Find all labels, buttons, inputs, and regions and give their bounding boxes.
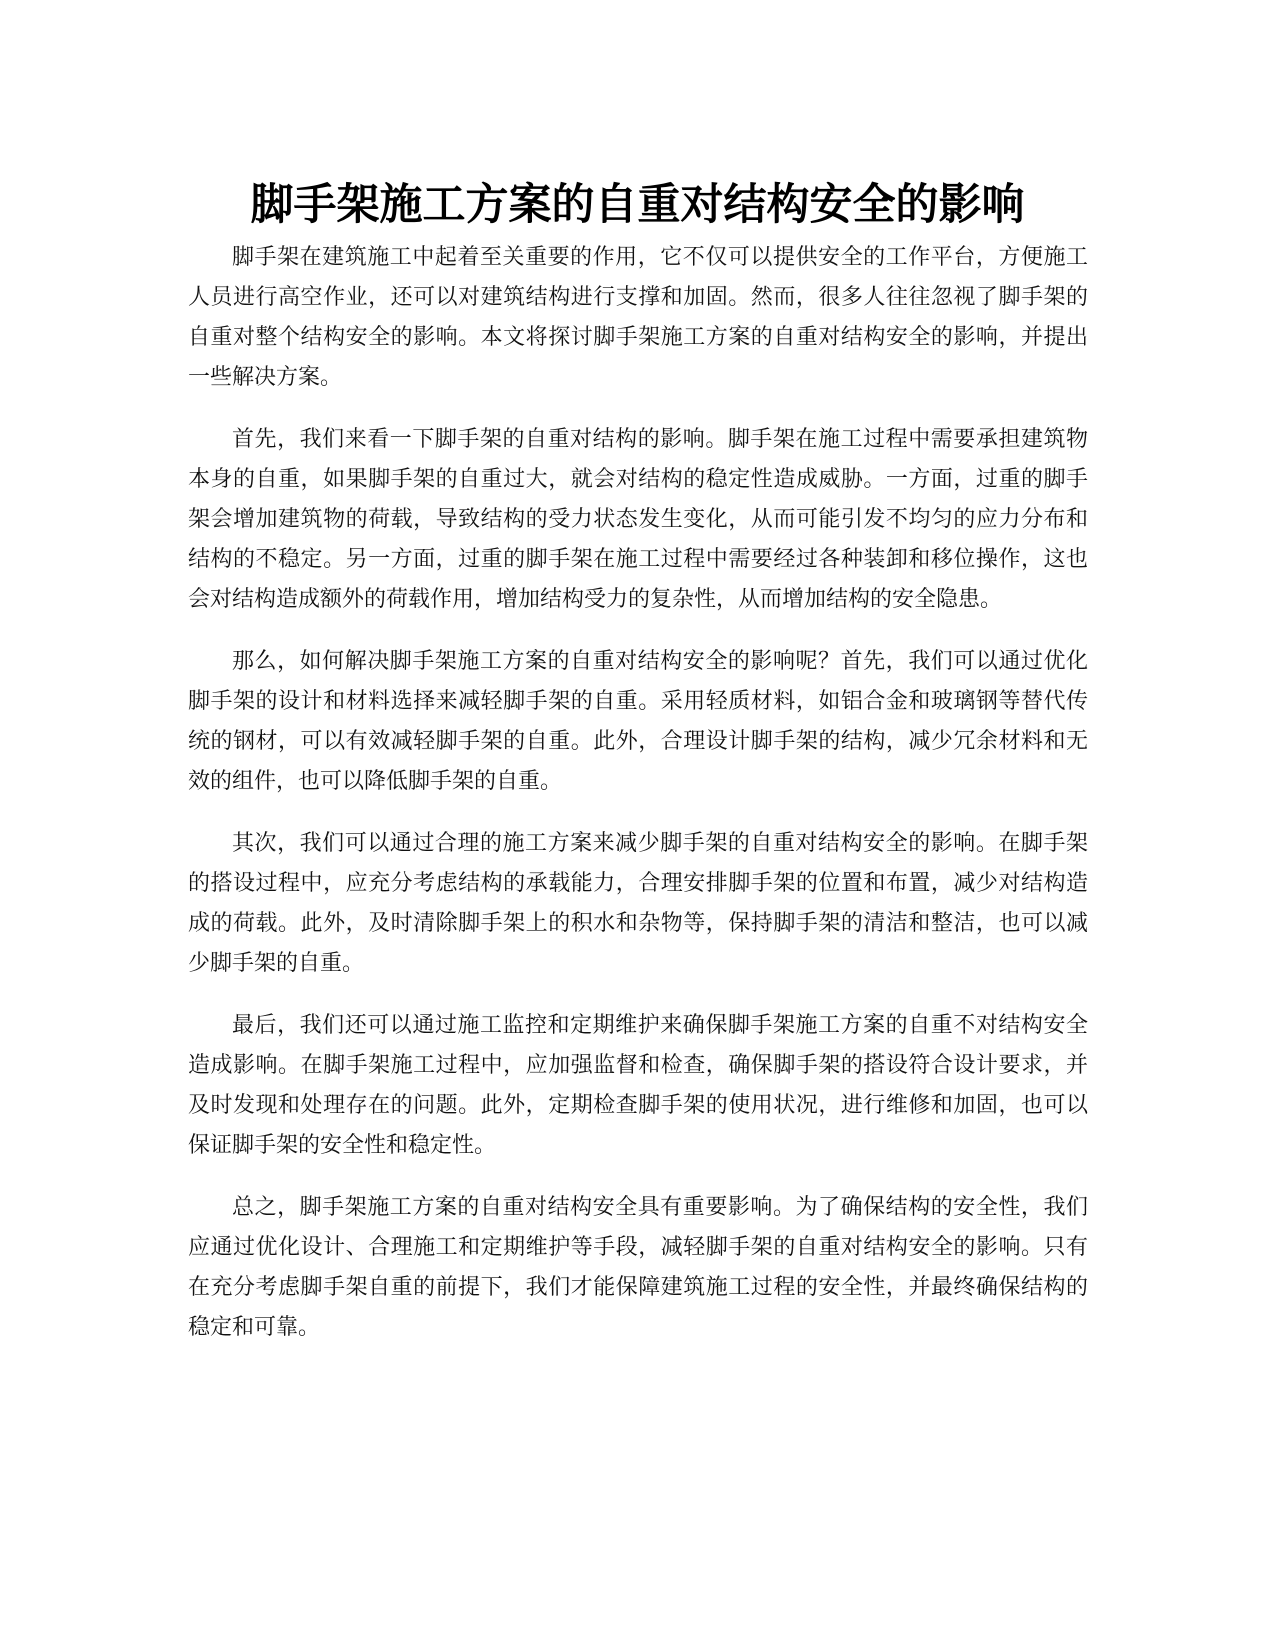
page-title: 脚手架施工方案的自重对结构安全的影响 bbox=[250, 179, 1025, 230]
document-body bbox=[188, 238, 1088, 1370]
paragraph-monitoring: 最后，我们还可以通过施工监控和定期维护来确保脚手架施工方案的自重不对结构安全造成影响。在脚手架施工过程中，应加强监督和检查，确保脚手架的搭设符合设计要求，并及时发现和处理存在的问题。此外，定期检查脚手架的使用状况，进行维修和加固，也可以保证脚手架的安全性和稳定性。 bbox=[188, 1013, 1088, 1158]
paragraph-design-solution: 那么，如何解决脚手架施工方案的自重对结构安全的影响呢？首先，我们可以通过优化脚手架的设计和材料选择来减轻脚手架的自重。采用轻质材料，如铝合金和玻璃钢等替代传统的钢材，可以有效减轻脚手架的自重。此外，合理设计脚手架的结构，减少冗余材料和无效的组件，也可以降低脚手架的自重。 bbox=[188, 649, 1088, 794]
paragraph-construction-plan: 其次，我们可以通过合理的施工方案来减少脚手架的自重对结构安全的影响。在脚手架的搭设过程中，应充分考虑结构的承载能力，合理安排脚手架的位置和布置，减少对结构造成的荷载。此外，及时清除脚手架上的积水和杂物等，保持脚手架的清洁和整洁，也可以减少脚手架的自重。 bbox=[188, 831, 1088, 976]
paragraph-conclusion: 总之，脚手架施工方案的自重对结构安全具有重要影响。为了确保结构的安全性，我们应通过优化设计、合理施工和定期维护等手段，减轻脚手架的自重对结构安全的影响。只有在充分考虑脚手架自重的前提下，我们才能保障建筑施工过程的安全性，并最终确保结构的稳定和可靠。 bbox=[188, 1195, 1088, 1340]
paragraph-intro: 脚手架在建筑施工中起着至关重要的作用，它不仅可以提供安全的工作平台，方便施工人员进行高空作业，还可以对建筑结构进行支撑和加固。然而，很多人往往忽视了脚手架的自重对整个结构安全的影响。本文将探讨脚手架施工方案的自重对结构安全的影响，并提出一些解决方案。 bbox=[188, 245, 1088, 390]
paragraph-impact: 首先，我们来看一下脚手架的自重对结构的影响。脚手架在施工过程中需要承担建筑物本身的自重，如果脚手架的自重过大，就会对结构的稳定性造成威胁。一方面，过重的脚手架会增加建筑物的荷载，导致结构的受力状态发生变化，从而可能引发不均匀的应力分布和结构的不稳定。另一方面，过重的脚手架在施工过程中需要经过各种装卸和移位操作，这也会对结构造成额外的荷载作用，增加结构受力的复杂性，从而增加结构的安全隐患。 bbox=[188, 427, 1088, 612]
